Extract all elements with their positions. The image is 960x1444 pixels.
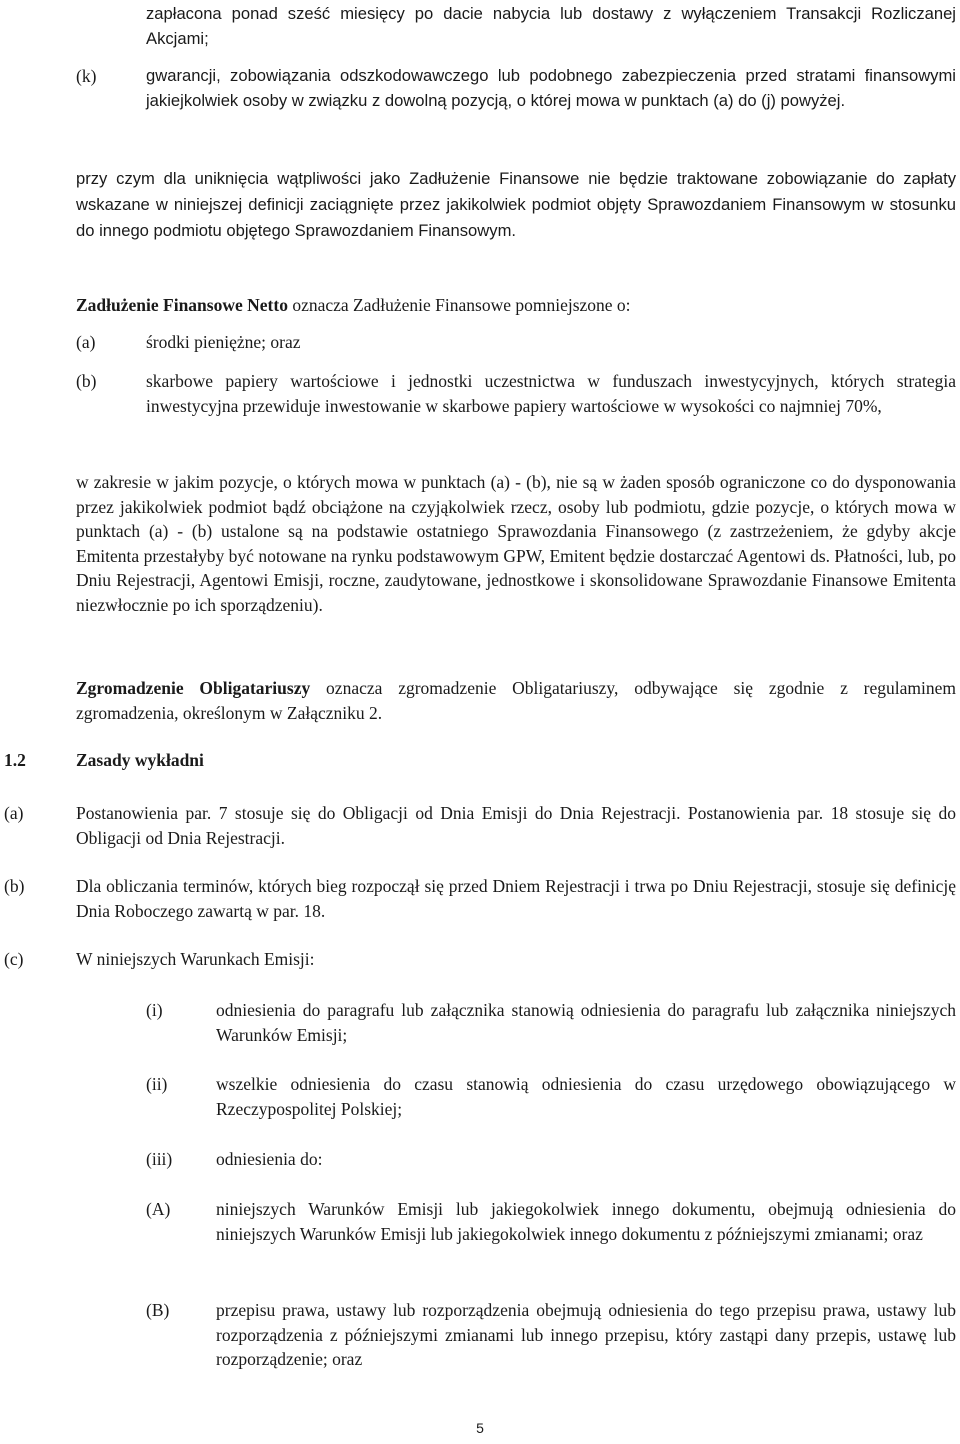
rule-text: Postanowienia par. 7 stosuje się do Obligacji od Dnia Emisji do Dnia Rejestracji. Postanowienia par. 18 stosuje się do Obligacji od Dnia Rejestracji. xyxy=(76,803,956,848)
subitem-label: (A) xyxy=(146,1199,171,1219)
definition-text: oznacza zgromadzenie Obligatariuszy, odbywające się zgodnie z regulaminem zgromadzenia, określonym w Załączniku 2. xyxy=(76,678,956,723)
subitem-label: (i) xyxy=(146,1000,163,1020)
paragraph-w-zakresie: w zakresie w jakim pozycje, o których mowa w punktach (a) - (b), nie są w żaden sposób ograniczone co do dysponowania przez jakikolwiek podmiot bądź obciążone na czyjąkolwiek rzecz, osoby lub podmiotu, gdzie pozycje, o których mowa w punktach (a) - (b) ustalone są na podstawie ostatniego Sprawozdania Finansowego (z zastrzeżeniem, że gdyby akcje Emitenta przestałyby być notowane na rynku podstawowym GPW, Emitent będzie dostarczać Agentowi ds. Płatności, lub, po Dniu Rejestracji, Agentowi Emisji, roczne, zaudytowane, jednostkowe i skonsolidowane Sprawozdanie Finansowe Emitenta niezwłocznie po ich sporządzeniu). xyxy=(76,472,956,615)
list-item-k-text: gwarancji, zobowiązania odszkodowawczego lub podobnego zabezpieczenia przed stratami finansowymi jakiejkolwiek osoby w związku z dowolną pozycją, o której mowa w punktach (a) do (j) powyżej. xyxy=(146,66,956,110)
subitem-text: odniesienia do: xyxy=(216,1149,323,1169)
definition-netto xyxy=(76,293,956,318)
subitem-label: (B) xyxy=(146,1300,170,1320)
rule-label: (a) xyxy=(4,803,24,823)
subitem-text: wszelkie odniesienia do czasu stanowią odniesienia do czasu urzędowego obowiązującego w Rzeczypospolitej Polskiej; xyxy=(216,1074,956,1119)
definition-text: oznacza Zadłużenie Finansowe pomniejszone o: xyxy=(287,295,631,315)
definition-term: Zadłużenie Finansowe Netto xyxy=(76,295,288,315)
page-number: 5 xyxy=(476,1420,484,1436)
subitem-text: przepisu prawa, ustawy lub rozporządzenia obejmują odniesienia do tego przepisu prawa, ustawy lub rozporządzenia z późniejszymi zmianami lub innego przepisu, który zastąpi dany przepis, ustawę lub rozporządzenie; oraz xyxy=(216,1300,956,1369)
rule-text: W niniejszych Warunkach Emisji: xyxy=(76,949,315,969)
rule-label: (b) xyxy=(4,876,25,896)
subitem-label: (ii) xyxy=(146,1074,168,1094)
subitem-text: niniejszych Warunków Emisji lub jakiegokolwiek innego dokumentu, obejmują odniesienia do niniejszych Warunków Emisji lub jakiegokolwiek innego dokumentu z późniejszymi zmianami; oraz xyxy=(216,1199,956,1244)
section-number: 1.2 xyxy=(4,750,26,770)
list-item-continuation-text: zapłacona ponad sześć miesięcy po dacie nabycia lub dostawy z wyłączeniem Transakcji Rozliczanej Akcjami; xyxy=(146,4,956,48)
paragraph-przy-czym: przy czym dla uniknięcia wątpliwości jako Zadłużenie Finansowe nie będzie traktowane zobowiązanie do zapłaty wskazane w niniejszej definicji zaciągnięte przez jakikolwiek podmiot objęty Sprawozdaniem Finansowym w stosunku do innego podmiotu objętego Sprawozdaniem Finansowym. xyxy=(76,169,956,240)
list-item-text: środki pieniężne; oraz xyxy=(146,332,301,352)
definition-zgromadzenie xyxy=(76,676,956,725)
rule-text: Dla obliczania terminów, których bieg rozpoczął się przed Dniem Rejestracji i trwa po Dniu Rejestracji, stosuje się definicję Dnia Roboczego zawartą w par. 18. xyxy=(76,876,956,921)
subitem-label: (iii) xyxy=(146,1149,173,1169)
item-label-k: (k) xyxy=(76,66,97,86)
item-label: (a) xyxy=(76,332,96,352)
list-item-text: skarbowe papiery wartościowe i jednostki uczestnictwa w funduszach inwestycyjnych, których strategia inwestycyjna przewiduje inwestowanie w skarbowe papiery wartościowe w wysokości co najmniej 70%, xyxy=(146,371,956,416)
rule-label: (c) xyxy=(4,949,24,969)
definition-term: Zgromadzenie Obligatariuszy xyxy=(76,678,311,698)
item-label: (b) xyxy=(76,371,97,391)
section-title: Zasady wykładni xyxy=(76,750,204,770)
subitem-text: odniesienia do paragrafu lub załącznika stanowią odniesienia do paragrafu lub załącznika niniejszych Warunków Emisji; xyxy=(216,1000,956,1045)
